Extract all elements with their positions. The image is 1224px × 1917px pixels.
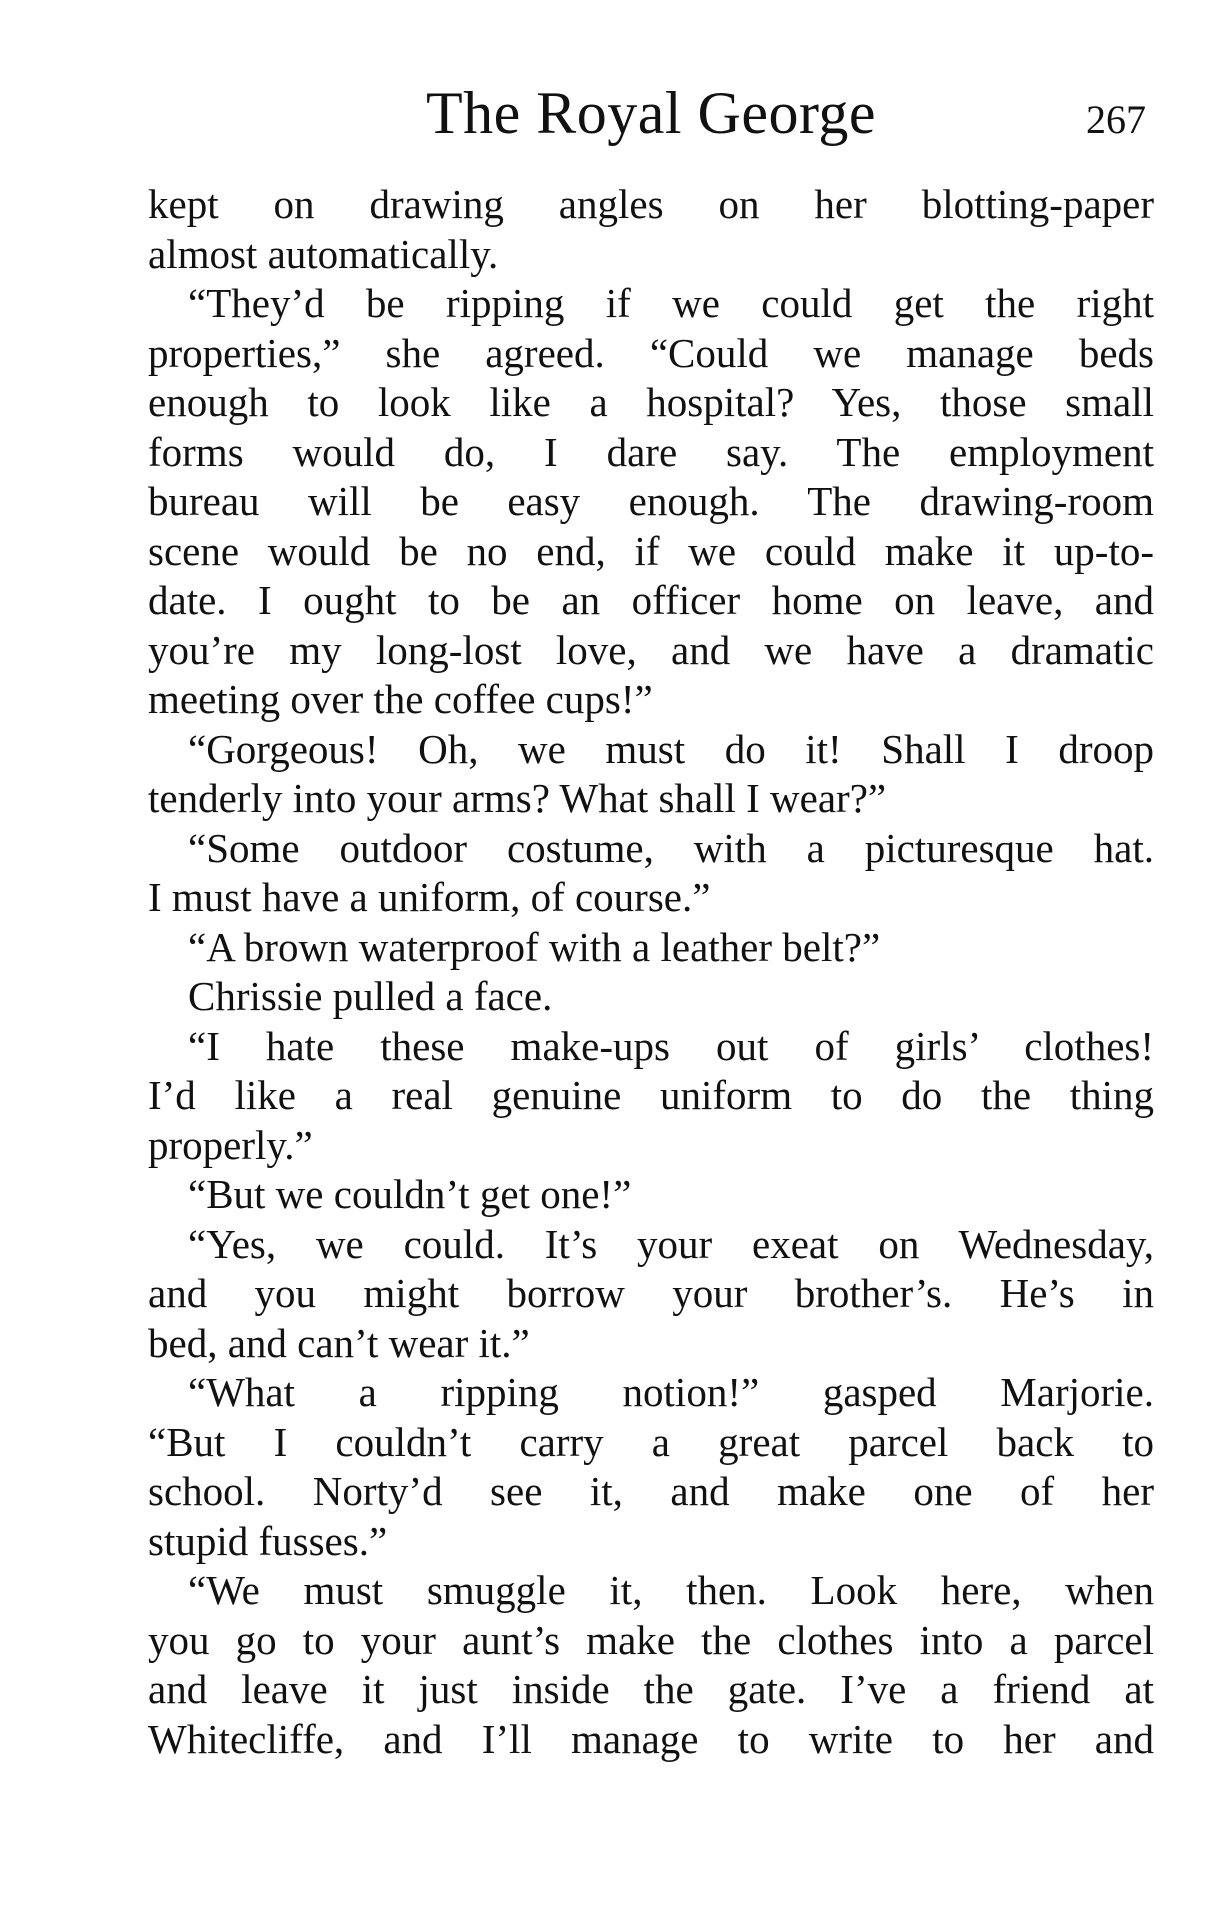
running-head — [148, 78, 1154, 148]
text-line: “I hate these make-ups out of girls’ clothes! — [188, 1022, 1154, 1069]
text-line: and leave it just inside the gate. I’ve a friend at — [148, 1666, 1154, 1712]
text-line: you’re my long-lost love, and we have a dramatic — [148, 626, 1154, 673]
text-line: “But I couldn’t carry a great parcel back to — [148, 1418, 1154, 1465]
text-line: enough to look like a hospital? Yes, those small — [148, 379, 1154, 425]
text-line: “What a ripping notion!” gasped Marjorie. — [188, 1369, 1154, 1415]
text-line: “Gorgeous! Oh, we must do it! Shall I droop — [188, 725, 1154, 772]
text-line: kept on drawing angles on her blotting-paper — [148, 181, 1154, 227]
text-line: properly.” — [148, 1121, 313, 1168]
text-line: “A brown waterproof with a leather belt?” — [188, 923, 881, 970]
running-title: The Royal George — [425, 80, 877, 146]
text-line: scene would be no end, if we could make it up-to- — [148, 527, 1154, 574]
text-line: bureau will be easy enough. The drawing-room — [148, 478, 1154, 524]
text-line: I must have a uniform, of course.” — [148, 874, 711, 920]
text-line: date. I ought to be an officer home on leave, and — [148, 577, 1154, 623]
text-line: “They’d be ripping if we could get the right — [188, 280, 1154, 326]
text-line: meeting over the coffee cups!” — [148, 676, 653, 722]
text-line: “Yes, we could. It’s your exeat on Wednesday, — [188, 1220, 1154, 1267]
text-line: “Some outdoor costume, with a picturesque hat. — [188, 824, 1154, 871]
text-line: and you might borrow your brother’s. He’s in — [148, 1270, 1154, 1316]
text-line: I’d like a real genuine uniform to do the thing — [148, 1072, 1154, 1118]
text-line: school. Norty’d see it, and make one of her — [148, 1468, 1154, 1514]
text-line: forms would do, I dare say. The employment — [148, 428, 1154, 475]
text-line: “We must smuggle it, then. Look here, when — [188, 1567, 1154, 1613]
text-line: bed, and can’t wear it.” — [148, 1319, 530, 1366]
text-line: Whitecliffe, and I’ll manage to write to her and — [148, 1715, 1154, 1762]
body-text — [148, 180, 1154, 1764]
text-line: properties,” she agreed. “Could we manage beds — [148, 329, 1154, 376]
text-line: stupid fusses.” — [148, 1517, 388, 1564]
text-line: you go to your aunt’s make the clothes into a parcel — [148, 1616, 1154, 1663]
text-line: tenderly into your arms? What shall I wear?” — [148, 775, 887, 821]
text-line: “But we couldn’t get one!” — [188, 1171, 632, 1217]
text-line: Chrissie pulled a face. — [188, 973, 553, 1019]
text-line: almost automatically. — [148, 230, 499, 277]
page-number: 267 — [1086, 97, 1146, 142]
